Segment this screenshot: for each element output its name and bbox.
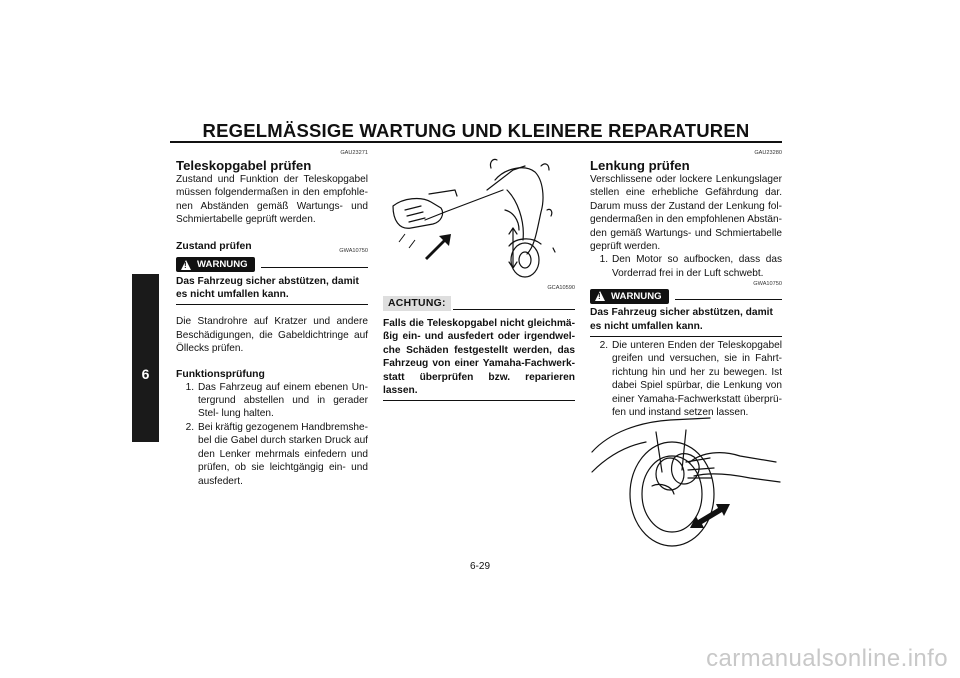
section-title: Lenkung prüfen <box>590 158 690 173</box>
step-number: 1. <box>185 381 194 393</box>
left-column <box>176 150 368 488</box>
subheading-condition: Zustand prüfen <box>176 240 252 252</box>
caution-code: GCA10590 <box>547 285 575 291</box>
intro-text: Zustand und Funktion der Teleskopgabel müssen folgendermaßen in den empfohle- nen Abständen gemäß Wartungs- und Schmiertabelle geprüft werden. <box>176 174 368 226</box>
list-item <box>590 339 782 419</box>
warning-badge <box>176 257 255 272</box>
step-text: Das Fahrzeug auf einem ebenen Un- tergrund abstellen und in gerader Stel- lung halten. <box>198 381 368 420</box>
caution-text: Falls die Teleskopgabel nicht gleichmä- ßig ein- und ausfedert oder irgendwel- che Schäden festgestellt werden, das Fahrzeug von einer Yamaha-Fachwerk- statt überprüfen bzw. reparieren lassen. <box>383 317 575 401</box>
intro-text: Verschlissene oder lockere Lenkungslager stellen eine erhebliche Gefährdung dar. Darum muss der Zustand der Lenkung fol- gendermaßen in den empfohlenen Abstän- den gemäß Wartungs- und Schmiertabelle geprüft werden. <box>590 174 782 253</box>
middle-column <box>383 285 575 401</box>
chapter-tab: 6 <box>132 274 159 442</box>
warning-rule <box>261 267 368 268</box>
list-item <box>176 421 368 488</box>
warning-badge <box>590 289 669 304</box>
caution-header <box>383 295 575 311</box>
step-list <box>176 381 368 488</box>
step-text: Den Motor so aufbocken, dass das Vorderrad frei in der Luft schwebt. <box>612 254 782 279</box>
step-text: Bei kräftig gezogenem Handbremshe- bel die Gabel durch starken Druck auf den Lenker mehrmals einfedern und prüfen, ob sie leichtgängig ein- und ausfedert. <box>198 421 369 487</box>
section-title: Teleskopgabel prüfen <box>176 158 312 173</box>
warning-rule <box>675 299 782 300</box>
warning-triangle-icon: ! <box>595 291 605 301</box>
step-number: 2. <box>185 421 194 433</box>
list-item <box>590 253 782 280</box>
warning-text: Das Fahrzeug sicher abstützen, damit es nicht umfallen kann. <box>590 306 782 337</box>
warning-header <box>176 257 368 273</box>
warning-code: GWA10750 <box>339 247 368 254</box>
list-item <box>176 381 368 421</box>
step-number: 2. <box>599 340 608 352</box>
section-code: GAU23271 <box>340 150 368 156</box>
warning-label: WARNUNG <box>611 290 662 302</box>
header-rule <box>170 141 782 143</box>
caution-rule <box>453 309 575 310</box>
condition-text: Die Standrohre auf Kratzer und andere Beschädigungen, die Gabeldichtringe auf Öllecks prüfen. <box>176 316 368 355</box>
section-code: GAU23280 <box>754 150 782 156</box>
steering-check-illustration <box>590 412 784 552</box>
warning-triangle-icon: ! <box>181 260 191 270</box>
step-text: Die unteren Enden der Teleskopgabel greifen und versuchen, sie in Fahrt- richtung hin und her zu bewegen. Ist dabei Spiel spürbar, die Lenkung von einer Yamaha-Fachwerkstatt überprü- fen und instand setzen lassen. <box>612 340 782 419</box>
subheading-function: Funktionsprüfung <box>176 368 265 380</box>
caution-badge: ACHTUNG: <box>383 296 451 311</box>
page-title: REGELMÄSSIGE WARTUNG UND KLEINERE REPARATUREN <box>202 120 750 141</box>
page-number: 6-29 <box>469 561 490 572</box>
step-number: 1. <box>599 254 608 266</box>
warning-header <box>590 288 782 304</box>
warning-text: Das Fahrzeug sicher abstützen, damit es nicht umfallen kann. <box>176 275 368 306</box>
watermark: carmanualsonline.info <box>706 645 948 672</box>
fork-check-illustration <box>385 150 575 280</box>
right-column <box>590 150 782 420</box>
warning-label: WARNUNG <box>197 259 248 271</box>
warning-code: GWA10750 <box>753 281 782 288</box>
